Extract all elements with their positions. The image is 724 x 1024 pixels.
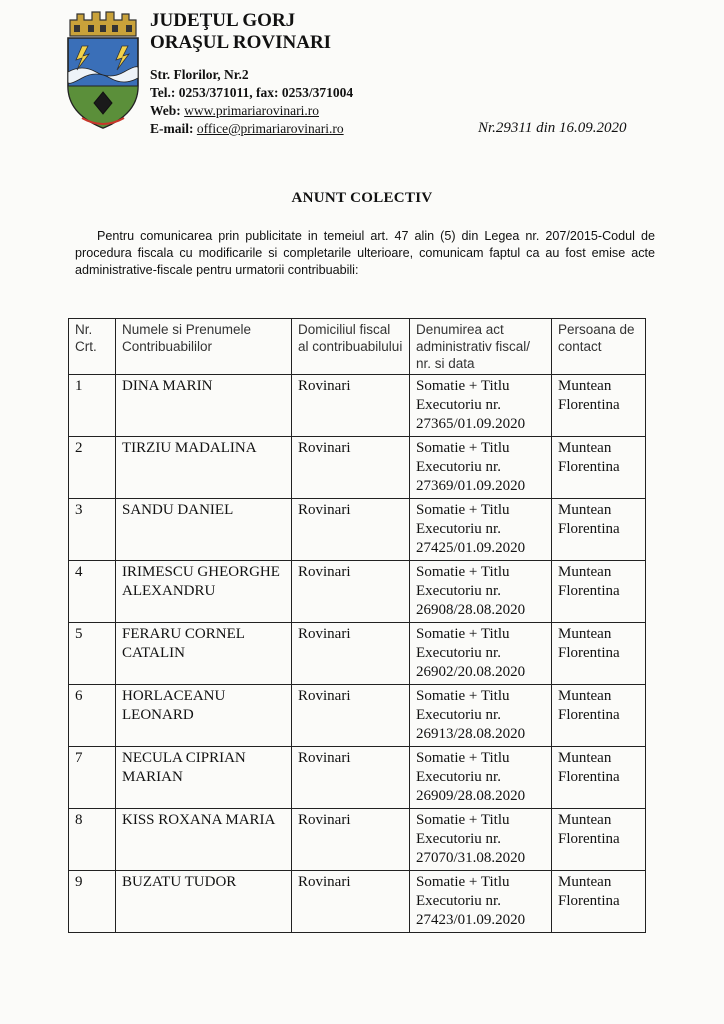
row-contact: Muntean Florentina (552, 871, 646, 933)
row-contact: Muntean Florentina (552, 375, 646, 437)
row-contact: Muntean Florentina (552, 685, 646, 747)
email-row (150, 120, 353, 138)
web-label: Web: (150, 103, 181, 118)
row-contact: Muntean Florentina (552, 747, 646, 809)
row-domicile: Rovinari (292, 499, 410, 561)
row-name: DINA MARIN (116, 375, 292, 437)
row-domicile: Rovinari (292, 623, 410, 685)
row-name: BUZATU TUDOR (116, 871, 292, 933)
row-contact: Muntean Florentina (552, 809, 646, 871)
row-domicile: Rovinari (292, 747, 410, 809)
header-contact: Persoana de contact (552, 319, 646, 375)
row-nr: 1 (69, 375, 116, 437)
row-name: KISS ROXANA MARIA (116, 809, 292, 871)
table-row (69, 375, 646, 437)
street-address: Str. Florilor, Nr.2 (150, 67, 249, 82)
row-nr: 8 (69, 809, 116, 871)
row-nr: 5 (69, 623, 116, 685)
header-name: Numele si Prenumele Contribuabililor (116, 319, 292, 375)
row-act: Somatie + Titlu Executoriu nr. 27365/01.09.2020 (410, 375, 552, 437)
table-row (69, 871, 646, 933)
row-domicile: Rovinari (292, 871, 410, 933)
row-name: FERARU CORNEL CATALIN (116, 623, 292, 685)
document-title: ANUNT COLECTIV (291, 190, 433, 206)
row-act: Somatie + Titlu Executoriu nr. 27425/01.09.2020 (410, 499, 552, 561)
web-link[interactable]: www.primariarovinari.ro (184, 103, 319, 118)
row-name: HORLACEANU LEONARD (116, 685, 292, 747)
phone-fax: Tel.: 0253/371011, fax: 0253/371004 (150, 85, 354, 100)
row-domicile: Rovinari (292, 685, 410, 747)
intro-paragraph: Pentru comunicarea prin publicitate in temeiul art. 47 alin (5) din Legea nr. 207/2015-Codul de procedura fiscala cu modificarile si completarile ulterioare, comunicam faptul ca au fost emise acte administrative-fiscale pentru urmatorii contribuabili: (75, 229, 655, 277)
row-contact: Muntean Florentina (552, 437, 646, 499)
row-nr: 9 (69, 871, 116, 933)
row-act: Somatie + Titlu Executoriu nr. 27423/01.09.2020 (410, 871, 552, 933)
web-row (150, 102, 353, 120)
row-contact: Muntean Florentina (552, 623, 646, 685)
header-title (150, 10, 331, 54)
row-act: Somatie + Titlu Executoriu nr. 26913/28.08.2020 (410, 685, 552, 747)
header-nr: Nr. Crt. (69, 319, 116, 375)
row-act: Somatie + Titlu Executoriu nr. 26909/28.08.2020 (410, 747, 552, 809)
table-row (69, 437, 646, 499)
row-act: Somatie + Titlu Executoriu nr. 27369/01.09.2020 (410, 437, 552, 499)
coat-of-arms-icon (62, 6, 144, 131)
header-domicile: Domiciliul fiscal al contribuabilului (292, 319, 410, 375)
registration-number: Nr.29311 din 16.09.2020 (478, 120, 627, 136)
row-act: Somatie + Titlu Executoriu nr. 27070/31.08.2020 (410, 809, 552, 871)
header-act: Denumirea act administrativ fiscal/ nr. si data (410, 319, 552, 375)
email-link[interactable]: office@primariarovinari.ro (196, 121, 344, 136)
row-contact: Muntean Florentina (552, 561, 646, 623)
row-contact: Muntean Florentina (552, 499, 646, 561)
row-domicile: Rovinari (292, 375, 410, 437)
table-row (69, 685, 646, 747)
row-nr: 3 (69, 499, 116, 561)
town-name: ORAŞUL ROVINARI (150, 32, 332, 53)
county-name: JUDEŢUL GORJ (150, 10, 296, 31)
row-nr: 6 (69, 685, 116, 747)
row-name: IRIMESCU GHEORGHE ALEXANDRU (116, 561, 292, 623)
table-row (69, 809, 646, 871)
header-contact (150, 66, 353, 138)
row-act: Somatie + Titlu Executoriu nr. 26908/28.08.2020 (410, 561, 552, 623)
row-name: SANDU DANIEL (116, 499, 292, 561)
table-row (69, 561, 646, 623)
row-nr: 4 (69, 561, 116, 623)
table-row (69, 623, 646, 685)
table-header-row (69, 319, 646, 375)
row-nr: 2 (69, 437, 116, 499)
table-row (69, 499, 646, 561)
row-name: NECULA CIPRIAN MARIAN (116, 747, 292, 809)
row-domicile: Rovinari (292, 809, 410, 871)
email-label: E-mail: (150, 121, 194, 136)
row-nr: 7 (69, 747, 116, 809)
table-row (69, 747, 646, 809)
row-domicile: Rovinari (292, 437, 410, 499)
row-name: TIRZIU MADALINA (116, 437, 292, 499)
row-act: Somatie + Titlu Executoriu nr. 26902/20.08.2020 (410, 623, 552, 685)
row-domicile: Rovinari (292, 561, 410, 623)
contributors-table (68, 318, 646, 933)
